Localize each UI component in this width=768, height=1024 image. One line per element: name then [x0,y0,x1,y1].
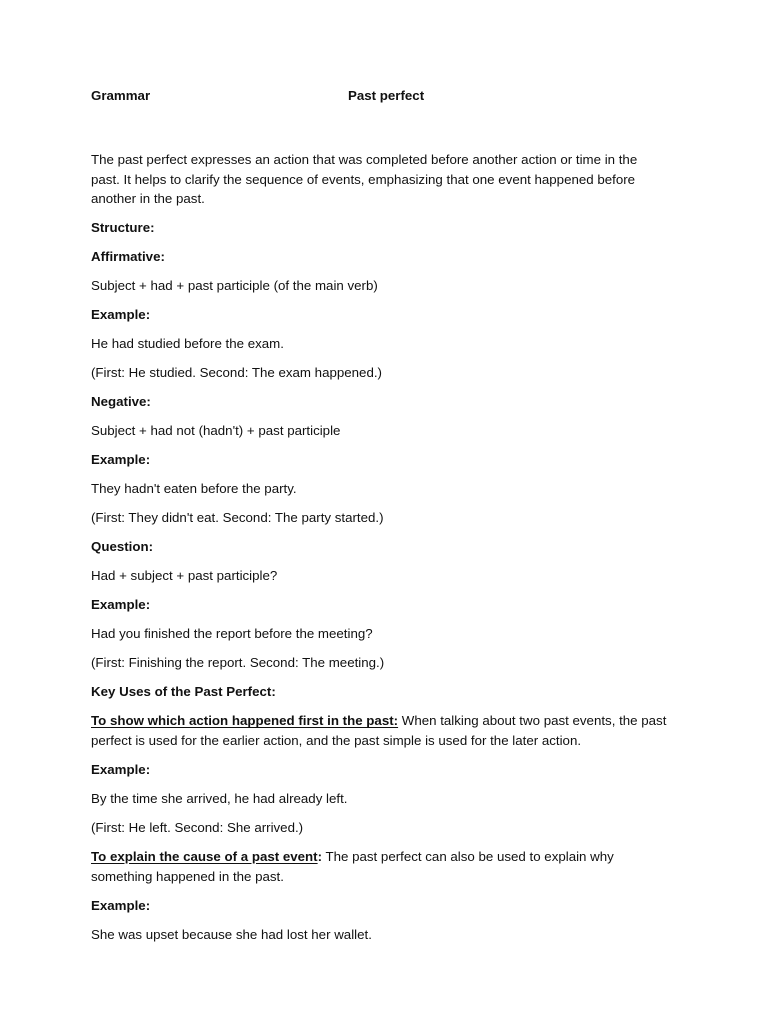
subject-title: Grammar [91,88,151,103]
affirmative-example: He had studied before the exam. [91,336,284,352]
use2-heading: To explain the cause of a past event [91,849,318,865]
negative-note: (First: They didn't eat. Second: The party started.) [91,510,384,526]
affirmative-heading: Affirmative: [91,249,165,265]
negative-example-label: Example: [91,452,151,468]
question-note: (First: Finishing the report. Second: The meeting.) [91,655,385,671]
use2-example-label: Example: [91,897,151,913]
question-example-label: Example: [91,597,151,613]
use1-example-label: Example: [91,762,151,778]
use1-text: When talking about two past events, the past perfect is used for the earlier action, and the past simple is used for the later action. [91,713,667,748]
negative-formula: Subject + had not (hadn't) + past participle [91,423,341,439]
question-formula: Had + subject + past participle? [91,568,278,584]
question-example: Had you finished the report before the meeting? [91,626,373,642]
document-header [91,87,668,107]
use1-heading: To show which action happened first in the past: [91,713,399,729]
use1-example: By the time she arrived, he had already left. [91,791,348,807]
key-uses-heading: Key Uses of the Past Perfect: [91,684,276,700]
document-body [91,150,668,944]
use2-paragraph [91,847,668,886]
negative-heading: Negative: [91,394,151,410]
affirmative-example-label: Example: [91,307,151,323]
structure-heading: Structure: [91,220,155,236]
use1-paragraph [91,711,668,750]
question-heading: Question: [91,539,154,555]
negative-example: They hadn't eaten before the party. [91,481,297,497]
use2-example: She was upset because she had lost her wallet. [91,926,372,942]
topic-title: Past perfect [348,88,425,103]
affirmative-formula: Subject + had + past participle (of the main verb) [91,278,378,294]
use2-text: The past perfect can also be used to explain why something happened in the past. [91,849,614,884]
use2-colon: : [317,849,323,865]
intro-paragraph: The past perfect expresses an action that was completed before another action or time in the past. It helps to clarify the sequence of events, emphasizing that one event happened before another in the past. [91,152,638,207]
affirmative-note: (First: He studied. Second: The exam happened.) [91,365,382,381]
use1-note: (First: He left. Second: She arrived.) [91,820,304,836]
